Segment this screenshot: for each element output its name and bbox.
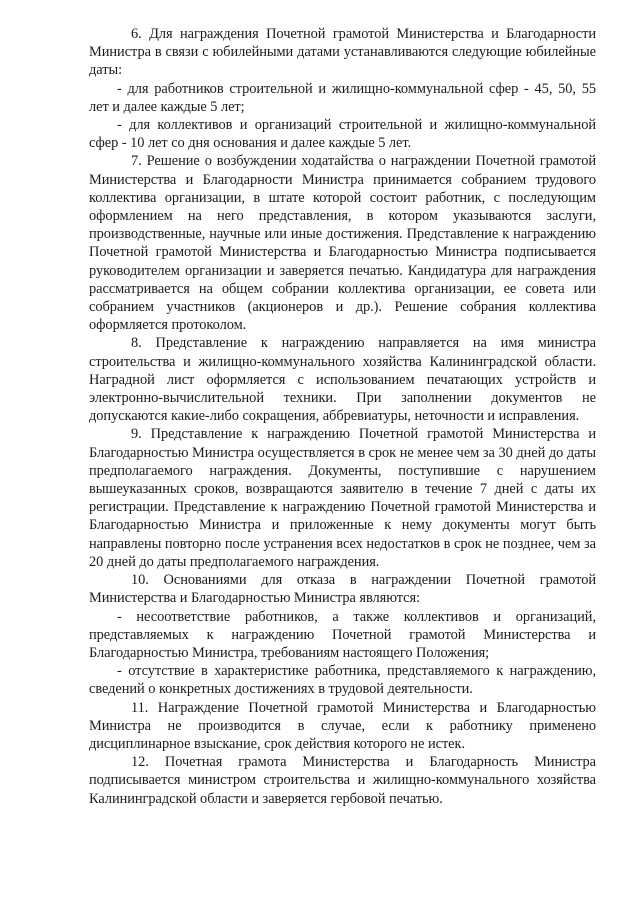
list-item-refusal-no-achievements: - отсутствие в характеристике работника, представляемого к награждению, сведений о конкретных достижениях в трудовой деятельности. <box>89 663 596 698</box>
paragraph-6: 6. Для награждения Почетной грамотой Министерства и Благодарности Министра в связи с юбилейными датами устанавливаются следующие юбилейные даты: <box>89 26 596 79</box>
paragraph-8: 8. Представление к награждению направляется на имя министра строительства и жилищно-коммунального хозяйства Калининградской области. Наградной лист оформляется с использованием печатающих устройств и электронно-вычислительной техники. При заполнении документов не допускаются какие-либо сокращения, аббревиатуры, неточности и исправления. <box>89 335 596 425</box>
list-item-workers-jubilee: - для работников строительной и жилищно-коммунальной сфер - 45, 50, 55 лет и далее каждые 5 лет; <box>89 80 596 115</box>
list-item-refusal-nonconformity: - несоответствие работников, а также коллективов и организаций, представляемых к награждению Почетной грамотой Министерства и Благодарностью Министра, требованиям настоящего Положения; <box>89 608 596 661</box>
paragraph-11: 11. Награждение Почетной грамотой Министерства и Благодарностью Министра не производится в случае, если к работнику применено дисциплинарное взыскание, срок действия которого не истек. <box>89 699 596 752</box>
list-item-collectives-jubilee: - для коллективов и организаций строительной и жилищно-коммунальной сфер - 10 лет со дня основания и далее каждые 5 лет. <box>89 117 596 152</box>
paragraph-7: 7. Решение о возбуждении ходатайства о награждении Почетной грамотой Министерства и Благодарности Министра принимается собранием трудового коллектива организации, в штате которой состоит работник, с последующим оформлением на него представления, в котором указываются заслуги, производственные, научные или иные достижения. Представление к награждению Почетной грамотой Министерства и Благодарностью Министра подписывается руководителем организации и заверяется печатью. Кандидатура для награждения рассматривается на общем собрании коллектива организации, ее совета или собранием участников (акционеров и др.). Решение собрания коллектива оформляется протоколом. <box>89 153 596 334</box>
paragraph-9: 9. Представление к награждению Почетной грамотой Министерства и Благодарностью Министра осуществляется в срок не менее чем за 30 дней до даты предполагаемого награждения. Документы, поступившие с нарушением вышеуказанных сроков, возвращаются заявителю в течение 7 дней с даты их регистрации. Представление к награждению Почетной грамотой Министерства и Благодарностью Министра и приложенные к нему документы могут быть направлены повторно после устранения всех недостатков в срок не позднее, чем за 20 дней до даты предполагаемого награждения. <box>89 426 596 570</box>
paragraph-10: 10. Основаниями для отказа в награждении Почетной грамотой Министерства и Благодарностью Министра являются: <box>89 572 596 607</box>
paragraph-12: 12. Почетная грамота Министерства и Благодарность Министра подписывается министром строительства и жилищно-коммунального хозяйства Калининградской области и заверяется гербовой печатью. <box>89 754 596 807</box>
